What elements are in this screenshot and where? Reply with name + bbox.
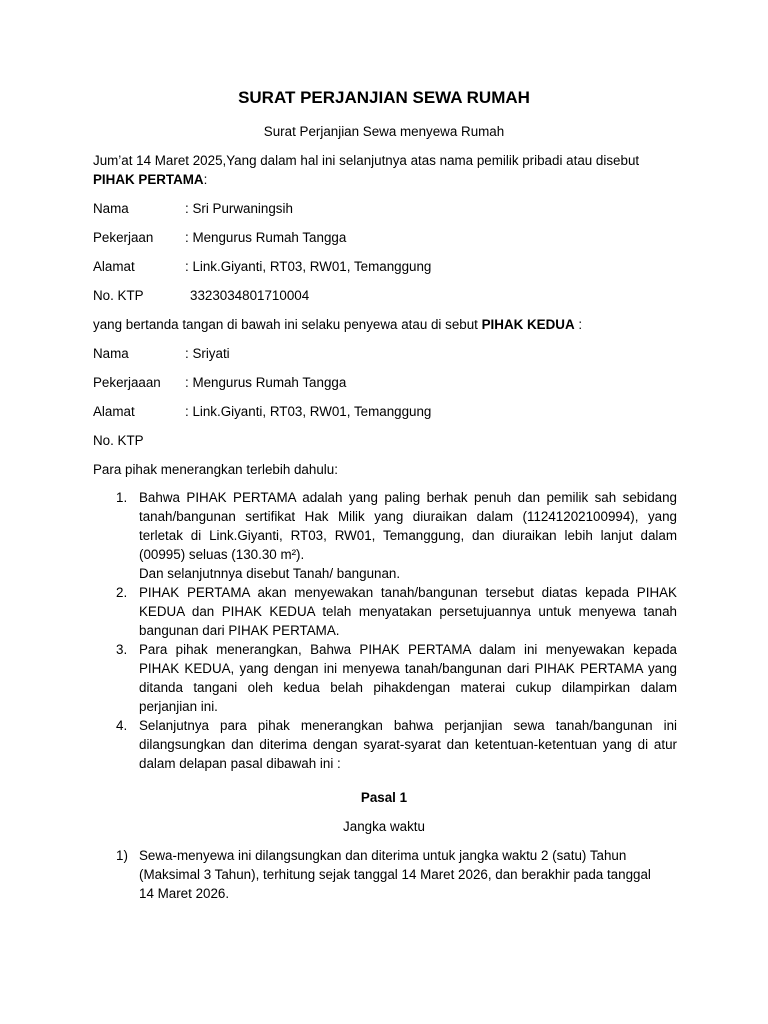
clause-text: Sewa-menyewa ini dilangsungkan dan diterima untuk jangka waktu 2 (satu) Tahun (Maksimal 3 Tahun), terhitung sejak tanggal 14 Maret 2026, dan berakhir pada tanggal 14 Maret 2026. [139, 848, 651, 901]
clause-number: 1) [116, 848, 128, 863]
list-item-text: Selanjutnya para pihak menerangkan bahwa perjanjian sewa tanah/bangunan ini dilangsungkan dan diterima dengan syarat-syarat dan ketentuan-ketentuan yang di atur dalam delapan pasal dibawah ini : [139, 718, 677, 771]
list-item [93, 488, 677, 583]
second-intro-party-name: PIHAK KEDUA [481, 317, 575, 332]
list-item [93, 583, 677, 640]
list-item-text: Para pihak menerangkan, Bahwa PIHAK PERTAMA dalam ini menyewakan kepada PIHAK KEDUA, yang dengan ini menyewa tanah/bangunan dari PIHAK PERTAMA yang ditanda tangani oleh kedua belah pihakdengan materai cukup dilampirkan dalam perjanjian ini. [139, 642, 677, 714]
party2-nama-label: Nama [93, 346, 129, 361]
statement-list [93, 488, 677, 773]
intro-party-name: PIHAK PERTAMA [93, 172, 204, 187]
pasal-title: Pasal 1 [360, 790, 408, 805]
intro-text: Jum’at 14 Maret 2025,Yang dalam hal ini selanjutnya atas nama pemilik pribadi atau disebut [93, 153, 640, 168]
pasal-subtitle: Jangka waktu [343, 819, 425, 834]
list-item-number: 1. [116, 490, 128, 505]
party1-nama-value: : Sri Purwaningsih [185, 201, 293, 216]
party2-nama-value: : Sriyati [185, 346, 230, 361]
party2-ktp-label: No. KTP [93, 433, 144, 448]
party1-ktp-label: No. KTP [93, 288, 144, 303]
party1-alamat-label: Alamat [93, 259, 135, 274]
list-item-number: 4. [116, 718, 128, 733]
party1-pekerjaan-value: : Mengurus Rumah Tangga [185, 230, 347, 245]
second-intro-colon: : [574, 317, 583, 332]
list-item [93, 716, 677, 773]
party1-nama-label: Nama [93, 201, 129, 216]
list-item-text: PIHAK PERTAMA akan menyewakan tanah/bangunan tersebut diatas kepada PIHAK KEDUA dan PIHAK KEDUA telah menyatakan persetujuannya untuk menyewa tanah bangunan dari PIHAK PERTAMA. [139, 585, 677, 638]
list-item-text: Bahwa PIHAK PERTAMA adalah yang paling berhak penuh dan pemilik sah sebidang tanah/bangunan sertifikat Hak Milik yang diuraikan dalam (11241202100994), yang terletak di Link.Giyanti, RT03, RW01, Temanggung, dan diuraikan lebih lanjut dalam (00995) seluas (130.30 m²). [139, 490, 677, 562]
list-item-text-continuation: Dan selanjutnnya disebut Tanah/ bangunan. [139, 566, 401, 581]
party2-pekerjaan-label: Pekerjaaan [93, 375, 161, 390]
list-item-number: 2. [116, 585, 128, 600]
second-intro-text: yang bertanda tangan di bawah ini selaku penyewa atau di sebut [93, 317, 482, 332]
party1-alamat-value: : Link.Giyanti, RT03, RW01, Temanggung [185, 259, 432, 274]
document-title: SURAT PERJANJIAN SEWA RUMAH [238, 88, 530, 107]
second-intro-paragraph [93, 315, 677, 334]
statement-intro: Para pihak menerangkan terlebih dahulu: [93, 462, 338, 477]
party2-pekerjaan-value: : Mengurus Rumah Tangga [185, 375, 347, 390]
party1-pekerjaan-label: Pekerjaan [93, 230, 154, 245]
party1-ktp-value: 3323034801710004 [190, 288, 310, 303]
list-item-number: 3. [116, 642, 128, 657]
intro-colon: : [203, 172, 208, 187]
intro-paragraph [93, 151, 677, 189]
party2-alamat-value: : Link.Giyanti, RT03, RW01, Temanggung [185, 404, 432, 419]
document-subtitle: Surat Perjanjian Sewa menyewa Rumah [263, 124, 505, 139]
party2-alamat-label: Alamat [93, 404, 135, 419]
list-item [93, 640, 677, 716]
